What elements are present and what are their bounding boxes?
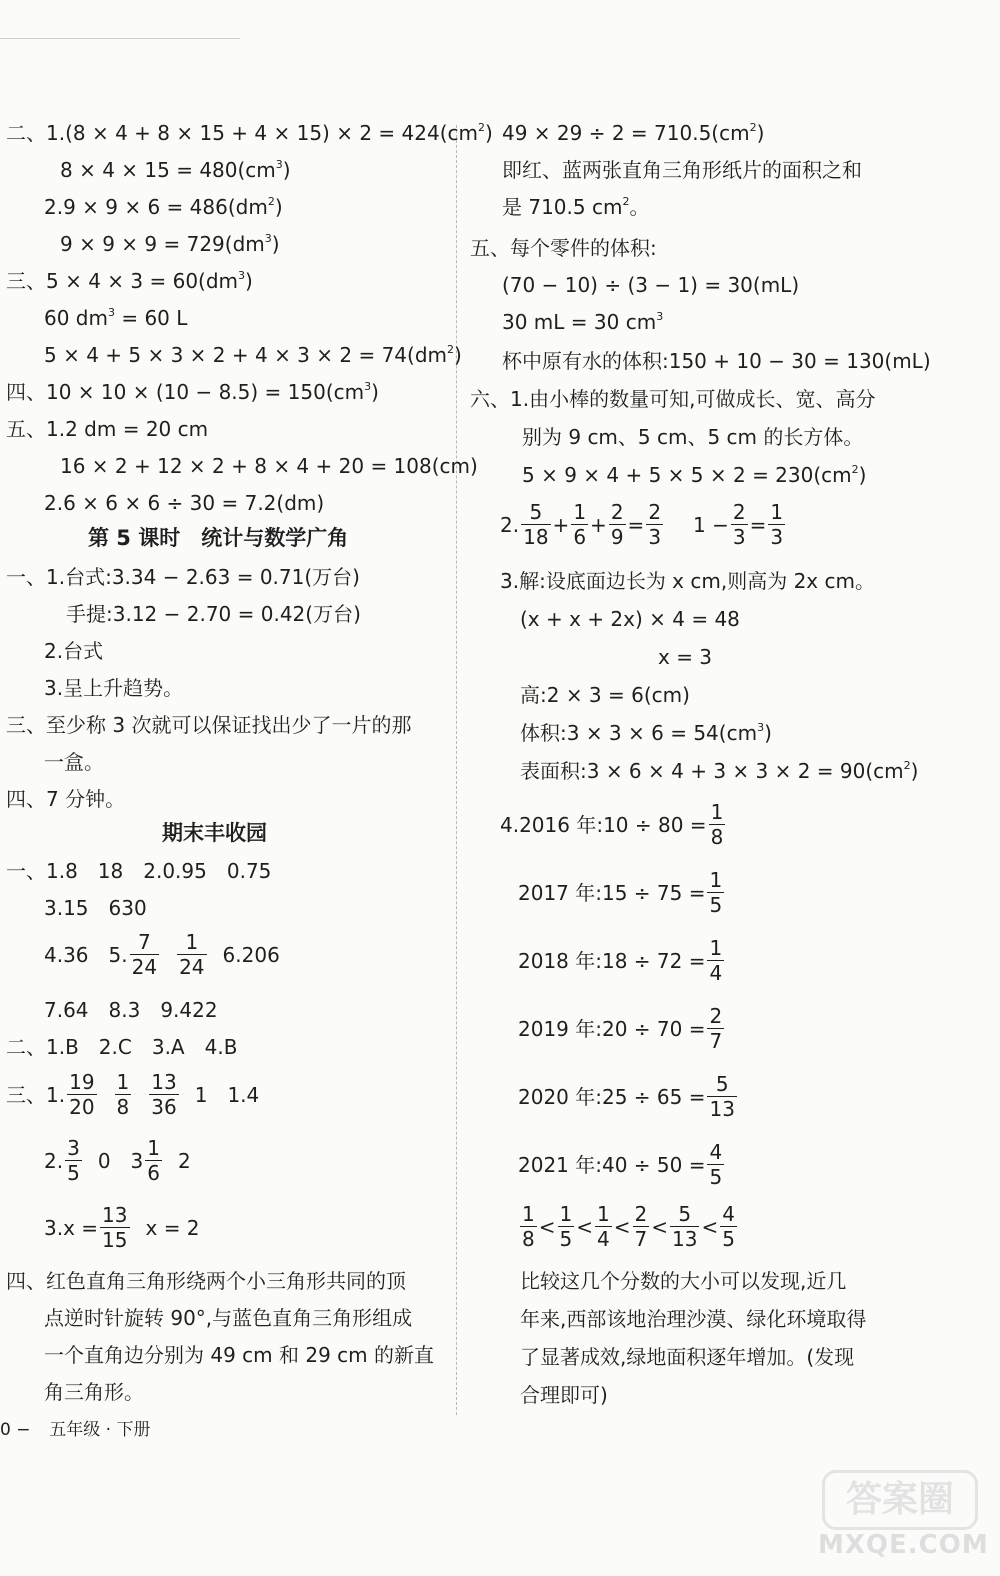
- answer-line: 角三角形。: [44, 1380, 144, 1404]
- fraction: $\frac{1}{4}$: [709, 936, 723, 985]
- answer-line: 一盒。: [44, 750, 104, 774]
- answer-line: 即红、蓝两张直角三角形纸片的面积之和: [502, 158, 862, 182]
- answer-line: 杯中原有水的体积:150 + 10 − 30 = 130(mL): [502, 349, 931, 373]
- answer-line: 是 710.5 $cm^2$。: [502, 195, 650, 219]
- answer-line: 一、1.8 18 2.0.95 0.75: [6, 859, 272, 883]
- answer-line: 3.呈上升趋势。: [44, 676, 184, 700]
- year-ratio-row: 2018 年:18 ÷ 72 = $\frac{1}{4}$: [518, 936, 723, 985]
- answer-line: 合理即可): [520, 1383, 608, 1407]
- answer-line: 16 × 2 + 12 × 2 + 8 × 4 + 20 = 108(cm): [60, 454, 478, 478]
- fraction: $\frac{2}{9}$: [610, 500, 624, 549]
- answer-line: $49 \times 29 \div 2 = 710.5(cm^2)$: [502, 121, 765, 145]
- less-than-sign: <: [538, 1214, 556, 1239]
- fraction-order: [518, 1202, 739, 1251]
- section-title: 期末丰收园: [162, 821, 267, 845]
- fraction: $\frac{13}{15}$: [102, 1203, 128, 1252]
- fraction: $\frac{1}{3}$: [770, 500, 784, 549]
- answer-line: 体积:3 × $3 \times 6 = 54(cm^3)$: [520, 721, 772, 745]
- answer-line: 三、至少称 3 次就可以保证找出少了一片的那: [6, 713, 412, 737]
- fraction: $\frac{1}{8}$: [116, 1070, 130, 1119]
- answer-line: 四、7 分钟。: [6, 787, 126, 811]
- answer-line: 别为 9 cm、5 cm、5 cm 的长方体。: [522, 425, 864, 449]
- fraction: $\frac{1}{8}$: [710, 800, 724, 849]
- answer-line: 五、每个零件的体积:: [470, 236, 657, 260]
- answer-line: 了显著成效,绿地面积逐年增加。(发现: [520, 1345, 855, 1369]
- answer-line: 六、1.由小棒的数量可知,可做成长、宽、高分: [470, 387, 876, 411]
- answer-line: 3.解:设底面边长为 x cm,则高为 2x cm。: [500, 569, 875, 593]
- fraction: $\frac{1}{8}$: [522, 1202, 535, 1251]
- answer-line: $8 \times 4 \times 15 = 480(cm^3)$: [60, 158, 291, 182]
- answer-line: $5 \times 9 \times 4 + 5 \times 5 \times 2 = 230(cm^2)$: [522, 463, 867, 487]
- answer-line: 二、1.B 2.C 3.A 4.B: [6, 1035, 238, 1059]
- answer-line: 点逆时针旋转 90°,与蓝色直角三角形组成: [44, 1306, 413, 1330]
- answer-line: 7.64 8.3 9.422: [44, 998, 218, 1022]
- year-ratio-row: 2021 年:40 ÷ 50 = $\frac{4}{5}$: [518, 1140, 723, 1189]
- answer-line: 三、1. $\frac{19}{20}$ $\frac{1}{8}$ $\frac{13}{36}$ 1 1.4: [6, 1070, 260, 1119]
- answer-line: 年来,西部该地治理沙漠、绿化环境取得: [520, 1307, 867, 1331]
- answer-line: $2.9 \times 9 \times 6 = 486(dm^2)$: [44, 195, 283, 219]
- year-ratio-row: 2019 年:20 ÷ 70 = $\frac{2}{7}$: [518, 1004, 723, 1053]
- answer-line: 3.15 630: [44, 896, 147, 920]
- less-than-sign: <: [576, 1214, 593, 1239]
- answer-line: 一、1.台式:3.34 − 2.63 = 0.71(万台): [6, 565, 360, 589]
- fraction: $\frac{5}{13}$: [709, 1072, 735, 1121]
- fraction: $\frac{1}{6}$: [573, 500, 587, 549]
- answer-line: 2. $\frac{3}{5}$ 0 3 $\frac{1}{6}$ 2: [44, 1136, 191, 1185]
- answer-line: 表面积:3 × $6 \times 4 + 3 \times 3 \times 2 = 90(cm^2)$: [520, 759, 919, 783]
- fraction: $\frac{19}{20}$: [69, 1070, 95, 1119]
- answer-line: 二、$1.(8 \times 4 + 8 \times 15 + 4 \times 15) \times 2 = 424(cm^2)$: [6, 121, 493, 145]
- less-than-sign: <: [651, 1214, 668, 1239]
- answer-line: 一个直角边分别为 49 cm 和 29 cm 的新直: [44, 1343, 434, 1367]
- fraction: $\frac{3}{5}$: [67, 1136, 80, 1185]
- fraction: $\frac{1}{4}$: [597, 1202, 610, 1251]
- fraction: $\frac{1}{24}$: [179, 930, 205, 979]
- fraction: $\frac{2}{3}$: [732, 500, 746, 549]
- watermark-logo: 答案圈: [822, 1470, 978, 1530]
- answer-line: 三、$5 \times 4 \times 3 = 60(dm^3)$: [6, 269, 253, 293]
- section-title: 第 5 课时 统计与数学广角: [88, 526, 349, 550]
- fraction: $\frac{1}{6}$: [147, 1136, 161, 1185]
- answer-line: x = 3: [658, 645, 713, 669]
- page-footer: [0, 1415, 151, 1440]
- answer-line: 四、红色直角三角形绕两个小三角形共同的顶: [6, 1269, 406, 1293]
- year-ratio-row: 4.2016 年:10 ÷ 80 = $\frac{1}{8}$: [500, 800, 724, 849]
- answer-line: 2. $\frac{5}{18}$ + $\frac{1}{6}$ + $\frac{2}{9}$ = $\frac{2}{3}$ 1 − $\frac{2}{3}$ = $\frac{1}{3}$: [500, 500, 784, 549]
- answer-line: $5 \times 4 + 5 \times 3 \times 2 + 4 \times 3 \times 2 = 74(dm^2)$: [44, 343, 462, 367]
- answer-line: (x + x + 2x) × 4 = 48: [520, 607, 740, 631]
- year-ratio-row: 2020 年:25 ÷ 65 = $\frac{5}{13}$: [518, 1072, 735, 1121]
- answer-line: (70 − 10) ÷ (3 − 1) = 30(mL): [502, 273, 800, 297]
- answer-line: 60 $dm^3 = 60$ L: [44, 306, 188, 330]
- less-than-sign: <: [613, 1214, 631, 1239]
- answer-line: 手提:3.12 − 2.70 = 0.42(万台): [66, 602, 361, 626]
- answer-line: 高:2 × 3 = 6(cm): [520, 683, 690, 707]
- answer-line: 五、1.2 dm = 20 cm: [6, 417, 209, 441]
- answer-line: 3.x = $\frac{13}{15}$ x = 2: [44, 1203, 200, 1252]
- fraction: $\frac{4}{5}$: [709, 1140, 723, 1189]
- fraction: $\frac{5}{18}$: [523, 500, 549, 549]
- answer-line: 2.台式: [44, 639, 104, 663]
- top-rule: [0, 38, 240, 39]
- fraction: $\frac{1}{5}$: [709, 868, 723, 917]
- answer-line: 比较这几个分数的大小可以发现,近几: [520, 1269, 847, 1293]
- year-ratio-row: 2017 年:15 ÷ 75 = $\frac{1}{5}$: [518, 868, 723, 917]
- answer-line: 4.36 5. $\frac{7}{24}$ $\frac{1}{24}$ 6.206: [44, 930, 280, 979]
- column-divider: [456, 125, 457, 1415]
- fraction: $\frac{7}{24}$: [131, 930, 158, 979]
- fraction: $\frac{2}{3}$: [648, 500, 662, 549]
- less-than-sign: <: [701, 1214, 719, 1239]
- watermark-text: MXQE.COM: [818, 1530, 989, 1560]
- fraction: $\frac{5}{13}$: [672, 1202, 698, 1251]
- fraction: $\frac{2}{7}$: [634, 1202, 648, 1251]
- fraction: $\frac{2}{7}$: [709, 1004, 723, 1053]
- fraction: $\frac{13}{36}$: [151, 1070, 177, 1119]
- fraction: $\frac{1}{5}$: [559, 1202, 573, 1251]
- answer-line: 30 mL = 30 $cm^3$: [502, 310, 664, 334]
- answer-line: $9 \times 9 \times 9 = 729(dm^3)$: [60, 232, 280, 256]
- page-number: 0 −: [0, 1420, 31, 1440]
- answer-line: 四、$10 \times 10 \times (10 - 8.5) = 150(cm^3)$: [6, 380, 379, 404]
- grade-label: 五年级 · 下册: [49, 1420, 151, 1440]
- fraction: $\frac{4}{5}$: [722, 1202, 735, 1251]
- answer-line: 2.6 × 6 × 6 ÷ 30 = 7.2(dm): [44, 491, 325, 515]
